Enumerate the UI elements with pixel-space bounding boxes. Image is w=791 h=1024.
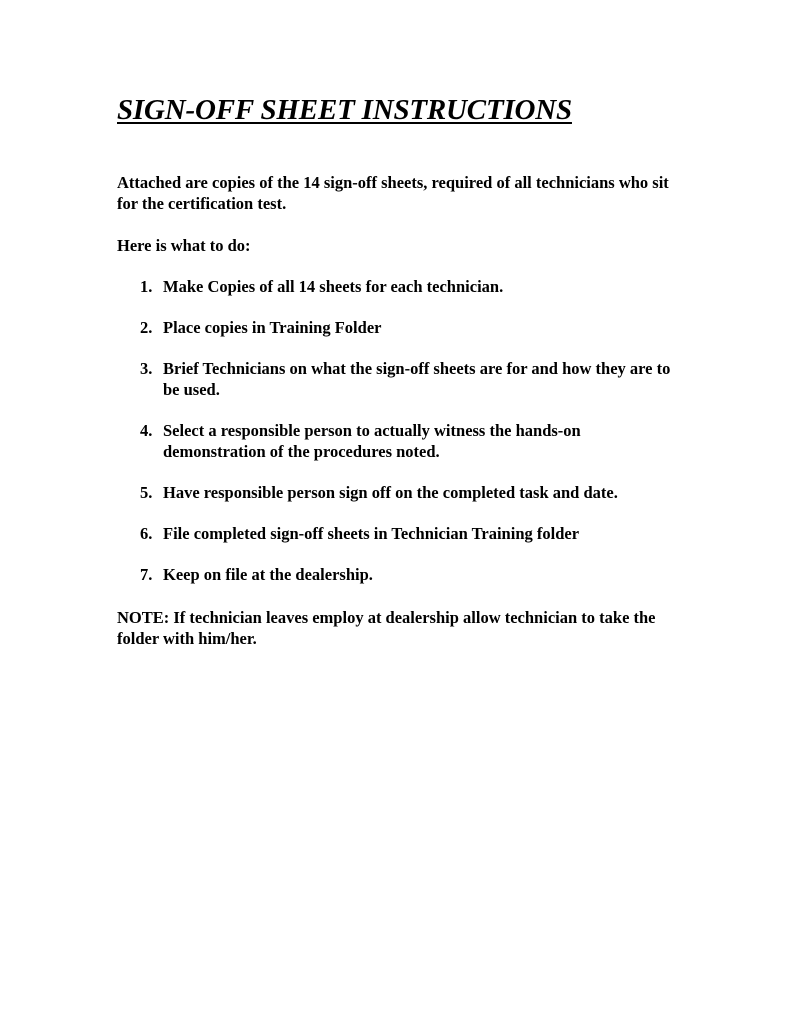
list-item-number: 5.	[140, 483, 153, 502]
list-item-text: Have responsible person sign off on the completed task and date.	[163, 483, 618, 502]
note-paragraph: NOTE: If technician leaves employ at dealership allow technician to take the folder with him/her.	[117, 608, 656, 648]
document-title: SIGN-OFF SHEET INSTRUCTIONS	[117, 94, 572, 126]
list-item-text: Make Copies of all 14 sheets for each technician.	[163, 277, 504, 296]
intro-paragraph: Attached are copies of the 14 sign-off sheets, required of all technicians who sit for the certification test.	[117, 173, 669, 213]
list-item-text: File completed sign-off sheets in Technician Training folder	[163, 524, 580, 543]
steps-list	[117, 276, 687, 585]
list-item	[117, 358, 687, 400]
list-item	[117, 317, 687, 338]
document-page	[117, 88, 687, 649]
list-item	[117, 420, 687, 462]
list-item	[117, 523, 687, 544]
list-item-text: Place copies in Training Folder	[163, 318, 382, 337]
list-item	[117, 564, 687, 585]
list-item-number: 3.	[140, 359, 153, 378]
list-item-text: Keep on file at the dealership.	[163, 565, 373, 584]
list-item-number: 7.	[140, 565, 153, 584]
list-item-number: 4.	[140, 421, 153, 440]
list-item-text: Brief Technicians on what the sign-off sheets are for and how they are to be used.	[163, 359, 671, 399]
list-item	[117, 276, 687, 297]
list-item-number: 6.	[140, 524, 153, 543]
list-item-text: Select a responsible person to actually witness the hands-on demonstration of the procedures noted.	[163, 421, 581, 461]
list-item-number: 1.	[140, 277, 153, 296]
list-item	[117, 482, 687, 503]
list-item-number: 2.	[140, 318, 153, 337]
lead-paragraph: Here is what to do:	[117, 236, 251, 255]
